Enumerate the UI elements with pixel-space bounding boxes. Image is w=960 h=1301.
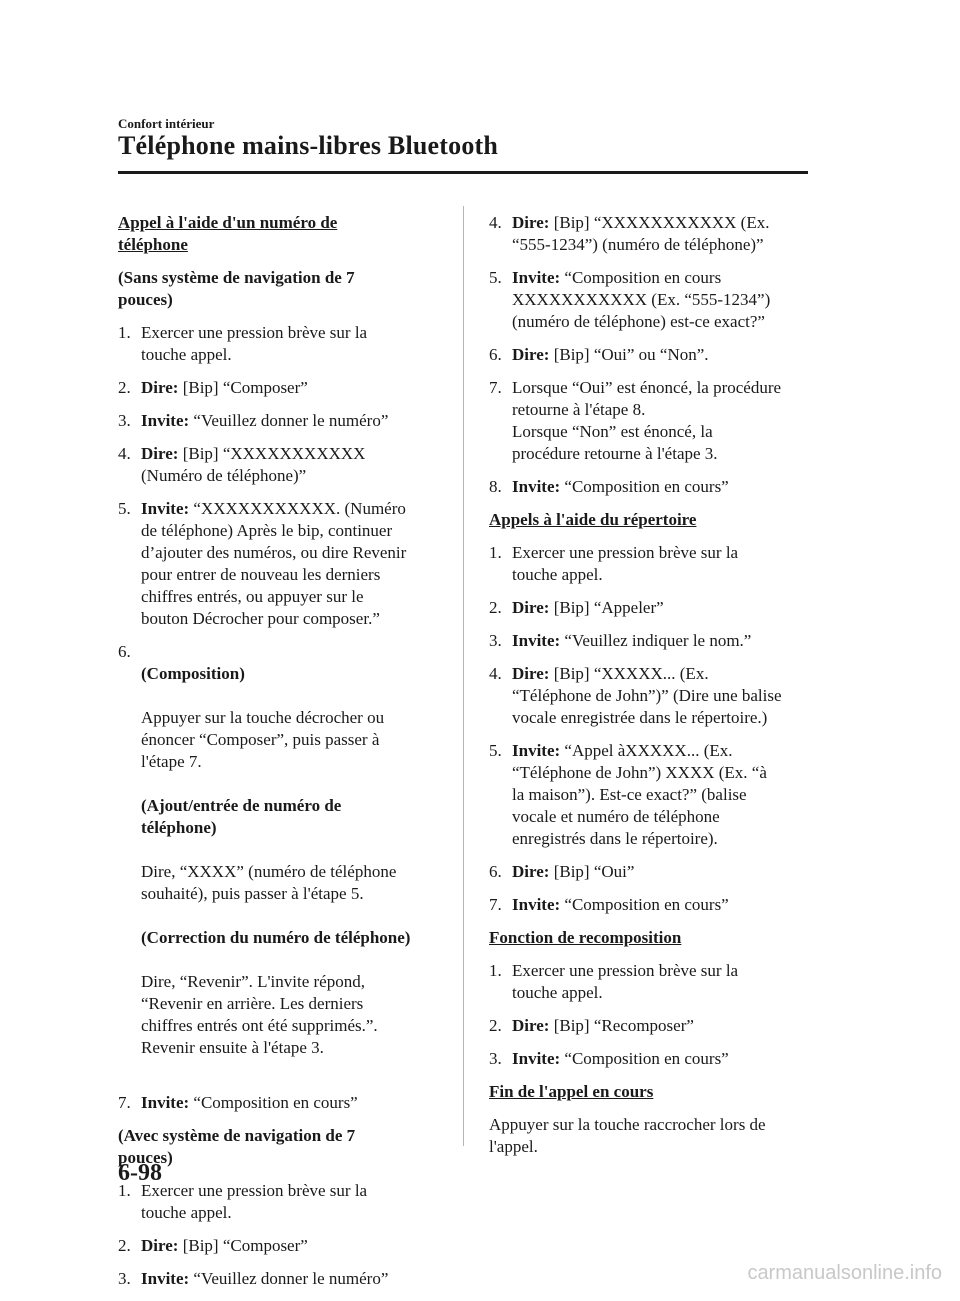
step-lead: Dire: [141,1236,179,1255]
step-text: Exercer une pression brève sur la touche appel. [512,543,739,584]
list-item [489,344,811,366]
list-item [489,663,811,729]
step-lead: Invite: [141,499,190,518]
list-item [118,1268,448,1290]
step-text: [Bip] “Oui” [549,862,635,881]
step-lead: Invite: [141,411,190,430]
subheading-without-nav: (Sans système de navigation de 7 pouces) [118,268,355,309]
step-lead: Dire: [512,345,550,364]
list-item [118,1092,448,1114]
list-item [489,1015,811,1037]
option-title: (Correction du numéro de téléphone) [141,928,411,947]
step-number: 1. [489,961,502,980]
step-lead: Dire: [141,444,179,463]
step-text: “Veuillez donner le numéro” [189,1269,389,1288]
step-number: 1. [118,323,131,342]
step-number: 7. [489,895,502,914]
step-text: [Bip] “Oui” ou “Non”. [549,345,709,364]
list-item [489,212,811,256]
end-call-text: Appuyer sur la touche raccrocher lors de l'appel. [489,1115,766,1156]
step-text: “Composition en cours” [560,895,729,914]
step-text: Exercer une pression brève sur la touche appel. [512,961,739,1002]
step-lead: Dire: [512,664,550,683]
left-column [118,212,448,1301]
step-number: 4. [118,444,131,463]
option-title: (Composition) [141,664,245,683]
step-text: “Composition en cours” [560,1049,729,1068]
step-number: 7. [489,378,502,397]
step-text: [Bip] “Recomposer” [549,1016,694,1035]
step-number: 5. [489,268,502,287]
list-item [489,630,811,652]
option-text: Dire, “Revenir”. L'invite répond, “Revenir en arrière. Les derniers chiffres entrés ont été supprimés.”. Revenir ensuite à l'étape 3. [141,972,378,1057]
step-number: 3. [118,411,131,430]
step-number: 3. [118,1269,131,1288]
step-lead: Invite: [141,1269,190,1288]
list-item [489,861,811,883]
step-number: 2. [118,378,131,397]
step-number: 8. [489,477,502,496]
column-divider [463,206,464,1146]
step-text: Exercer une pression brève sur la touche appel. [141,1181,368,1222]
step-text: [Bip] “XXXXX... (Ex. “Téléphone de John”)” (Dire une balise vocale enregistrée dans le répertoire.) [512,664,782,727]
heading-end-call: Fin de l'appel en cours [489,1082,654,1101]
step-number: 5. [118,499,131,518]
step-number: 2. [118,1236,131,1255]
list-item [489,1048,811,1070]
step-lead: Invite: [512,477,561,496]
right-column [489,212,811,1169]
step-lead: Invite: [141,1093,190,1112]
step-number: 1. [489,543,502,562]
list-item [489,960,811,1004]
list-item [118,410,448,432]
option-text: Appuyer sur la touche décrocher ou énoncer “Composer”, puis passer à l'étape 7. [141,708,385,771]
step-lead: Invite: [512,631,561,650]
step-number: 2. [489,598,502,617]
step-text: “XXXXXXXXXXX. (Numéro de téléphone) Après le bip, continuer d’ajouter des numéros, ou dire Revenir pour entrer de nouveau les derniers chiffres entrés, ou appuyer sur le bouton Décrocher pour composer.” [141,499,407,628]
step-number: 4. [489,213,502,232]
step-number: 3. [489,1049,502,1068]
step-lead: Dire: [512,1016,550,1035]
step-number: 4. [489,664,502,683]
list-item [118,1180,448,1224]
option-title: (Ajout/entrée de numéro de téléphone) [141,796,342,837]
heading-directory-calls: Appels à l'aide du répertoire [489,510,697,529]
list-item [489,597,811,619]
list-item [489,267,811,333]
page-title: Téléphone mains-libres Bluetooth [118,131,499,160]
step-number: 1. [118,1181,131,1200]
step-text: “Veuillez donner le numéro” [189,411,389,430]
step-text: “Composition en cours” [560,477,729,496]
step-text: [Bip] “Composer” [178,378,308,397]
step-lead: Invite: [512,895,561,914]
step-lead: Dire: [512,598,550,617]
list-item [118,377,448,399]
list-item [489,377,811,465]
list-item [489,740,811,850]
step-text: [Bip] “XXXXXXXXXXX (Ex. “555-1234”) (numéro de téléphone)” [512,213,770,254]
list-item [118,641,448,1081]
heading-call-by-number: Appel à l'aide d'un numéro de téléphone [118,213,338,254]
step-lead: Dire: [141,378,179,397]
step-number: 6. [489,862,502,881]
step-number: 2. [489,1016,502,1035]
list-item [489,894,811,916]
step-text: “Composition en cours” [189,1093,358,1112]
step-text: [Bip] “Appeler” [549,598,664,617]
subheading-with-nav: (Avec système de navigation de 7 pouces) [118,1126,356,1167]
step-lead: Invite: [512,1049,561,1068]
step-number: 5. [489,741,502,760]
step-text: “Veuillez indiquer le nom.” [560,631,752,650]
list-item [118,443,448,487]
step-lead: Invite: [512,741,561,760]
list-item [118,498,448,630]
step-text: [Bip] “XXXXXXXXXXX (Numéro de téléphone)” [141,444,366,485]
title-rule [118,171,808,174]
option-text: Dire, “XXXX” (numéro de téléphone souhaité), puis passer à l'étape 5. [141,862,397,903]
step-number: 6. [489,345,502,364]
step-text: “Composition en cours XXXXXXXXXXX (Ex. “555-1234”) (numéro de téléphone) est-ce exact?” [512,268,771,331]
step-number: 3. [489,631,502,650]
page-number: 6-98 [118,1160,162,1186]
step-number: 7. [118,1093,131,1112]
list-item [118,1235,448,1257]
step-lead: Dire: [512,862,550,881]
step-text: Lorsque “Oui” est énoncé, la procédure retourne à l'étape 8. Lorsque “Non” est énoncé, la procédure retourne à l'étape 3. [512,378,782,463]
step-lead: Invite: [512,268,561,287]
heading-redial: Fonction de recomposition [489,928,682,947]
watermark: carmanualsonline.info [747,1262,942,1284]
step-number: 6. [118,642,131,661]
list-item [489,476,811,498]
step-text: [Bip] “Composer” [178,1236,308,1255]
step-text: Exercer une pression brève sur la touche appel. [141,323,368,364]
list-item [118,322,448,366]
section-label: Confort intérieur [118,116,215,131]
list-item [489,542,811,586]
step-text: “Appel àXXXXX... (Ex. “Téléphone de John”) XXXX (Ex. “à la maison”). Est-ce exact?” (balise vocale et numéro de téléphone enregistrés dans le répertoire). [512,741,767,848]
step-lead: Dire: [512,213,550,232]
